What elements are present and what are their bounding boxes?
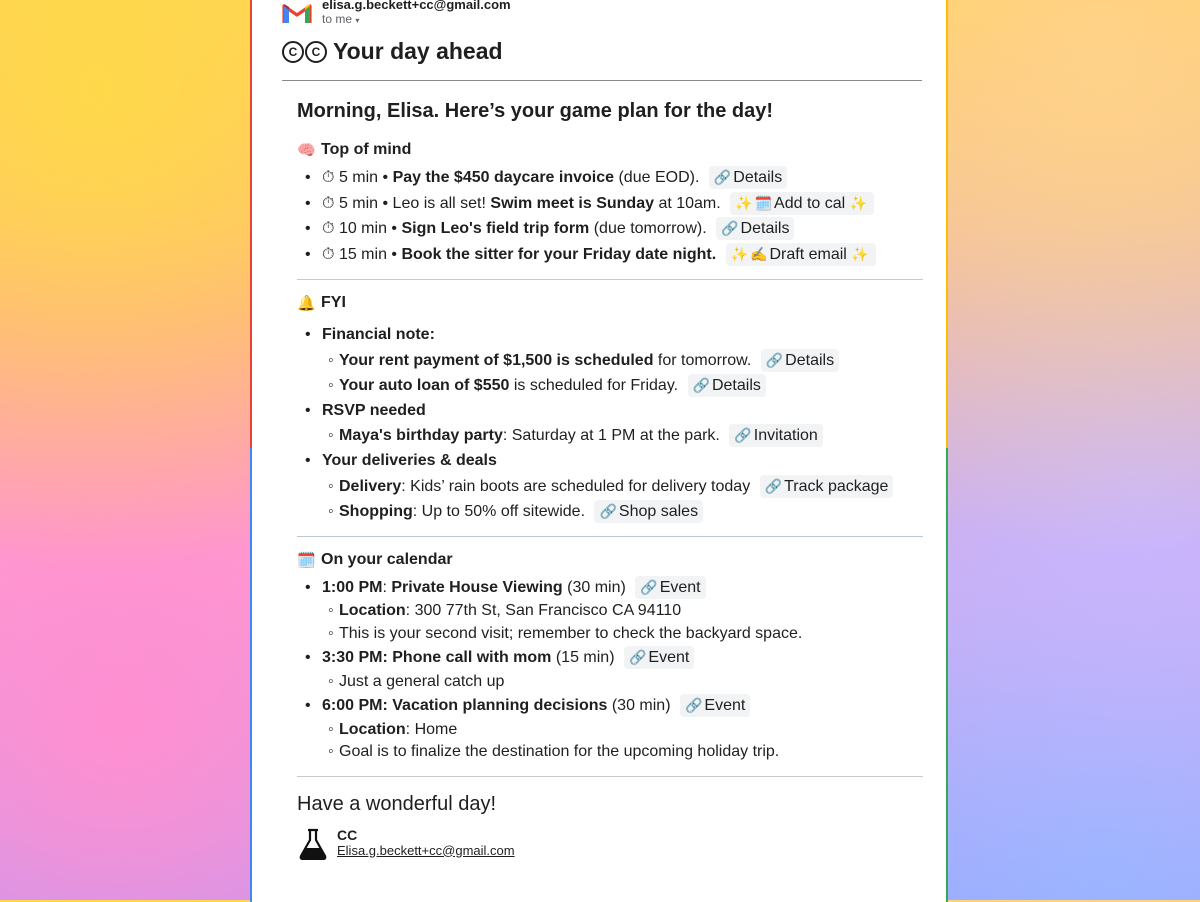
event-details	[322, 671, 923, 694]
task-detail: at 10am.	[654, 194, 721, 212]
task-time: 5 min	[338, 169, 379, 186]
financial-note-label: Financial note:	[322, 326, 435, 343]
event-link-chip[interactable]	[624, 646, 694, 669]
link-icon: 🔗	[713, 169, 732, 185]
sub-list-item	[322, 741, 923, 764]
calendar-event: • 6:00 PM: Vacation planning decisions (30 min) 🔗 Event ◦ Location: Home ◦ Goal is to finalize the destination for the upcoming holiday trip.	[297, 693, 923, 764]
email-title: Your day ahead	[333, 38, 503, 64]
auto-loan-detail: is scheduled for Friday.	[509, 376, 679, 394]
task-title: Sign Leo's field trip form	[401, 220, 590, 237]
link-icon: 🔗	[599, 502, 617, 519]
shopping-detail: : Up to 50% off sitewide.	[412, 502, 586, 520]
chip-label: Details	[711, 376, 761, 394]
link-icon: 🔗	[684, 697, 703, 713]
writing-hand-icon: ✍️	[750, 245, 768, 262]
sub-list-item	[322, 373, 923, 398]
event-link-chip[interactable]	[635, 576, 705, 599]
financial-sublist	[322, 348, 923, 398]
delivery-label: Delivery	[339, 477, 402, 495]
chip-label: Draft email	[769, 245, 847, 263]
list-item	[297, 448, 923, 524]
list-item	[297, 398, 923, 449]
sub-list-item	[322, 600, 923, 623]
bell-icon: 🔔	[297, 295, 316, 312]
sub-list-item	[322, 671, 923, 694]
link-icon: 🔗	[628, 649, 647, 665]
chip-label: Add to cal	[774, 194, 846, 212]
rsvp-label: RSVP needed	[322, 401, 426, 419]
task-separator: •	[378, 169, 393, 186]
section-fyi-heading	[297, 294, 923, 312]
list-item	[297, 322, 923, 398]
recipient-label: to me	[322, 12, 353, 26]
caret-down-icon: ▾	[355, 16, 360, 25]
sub-list-item	[322, 474, 923, 499]
details-link-chip[interactable]	[716, 217, 794, 240]
section-divider	[297, 279, 923, 280]
calendar-event: • 3:30 PM: Phone call with mom (15 min) 🔗 Event ◦ Just a general catch up	[297, 645, 923, 693]
party-title: Maya's birthday party	[339, 427, 503, 444]
link-icon: 🔗	[765, 351, 784, 368]
event-duration: (15 min)	[551, 649, 615, 666]
calendar-icon: 🗓️	[754, 194, 773, 211]
sender-address[interactable]: elisa.g.beckett+cc@gmail.com	[322, 0, 511, 12]
list-item	[297, 191, 923, 217]
link-icon: 🔗	[721, 220, 739, 236]
section-heading-text: FYI	[321, 294, 346, 311]
auto-loan-text: Your auto loan of $550	[339, 376, 510, 394]
recipient-dropdown[interactable]	[322, 12, 511, 28]
sub-list-item	[322, 423, 923, 448]
brain-icon: 🧠	[297, 142, 316, 159]
calendar-event: • 1:00 PM: Private House Viewing (30 min) 🔗 Event ◦ Location: 300 77th St, San Francisco CA 94110 ◦ This is your second visit; remember to check the backyard space.	[297, 575, 923, 646]
cc-logo-icon: C C	[282, 41, 327, 63]
event-details	[322, 719, 923, 764]
chip-label: Details	[785, 351, 835, 369]
section-heading-text: On your calendar	[321, 550, 453, 568]
shopping-label: Shopping	[339, 502, 413, 520]
party-detail: : Saturday at 1 PM at the park.	[502, 427, 720, 444]
task-title: Pay the $450 daycare invoice	[392, 169, 615, 186]
chip-label: Shop sales	[618, 502, 699, 520]
sender-header	[282, 0, 511, 28]
gmail-logo-icon	[282, 1, 312, 25]
section-divider	[297, 776, 923, 777]
event-time: 3:30 PM	[322, 649, 383, 666]
fyi-list	[297, 322, 923, 524]
event-title: Vacation planning decisions	[392, 697, 608, 714]
calendar-icon: 🗓️	[297, 551, 316, 569]
event-duration: (30 min)	[562, 578, 626, 596]
task-time: 15 min	[338, 245, 387, 263]
location-value: : Home	[405, 720, 458, 738]
link-icon: 🔗	[692, 376, 710, 393]
sub-list-item	[322, 719, 923, 742]
event-note: Just a general catch up	[339, 672, 505, 690]
chip-label: Event	[648, 649, 690, 666]
task-time: 10 min	[338, 220, 387, 237]
task-detail: (due EOD).	[614, 169, 700, 186]
event-title: Phone call with mom	[392, 649, 552, 666]
chip-label: Details	[740, 220, 790, 237]
task-title: Book the sitter for your Friday date night.	[401, 245, 717, 263]
task-separator: •	[386, 245, 402, 263]
sparkle-icon: ✨	[730, 245, 749, 262]
details-link-chip[interactable]	[709, 166, 787, 189]
deliveries-label: Your deliveries & deals	[322, 452, 497, 469]
event-time: 6:00 PM	[322, 697, 383, 714]
email-card	[250, 0, 948, 902]
timer-icon: ⏱	[322, 245, 335, 263]
timer-icon: ⏱	[322, 169, 335, 186]
signature-name: CC	[337, 826, 358, 843]
sparkle-icon: ✨	[849, 194, 868, 211]
chip-label: Details	[733, 169, 783, 186]
event-time: 1:00 PM	[322, 578, 383, 596]
list-item	[297, 216, 923, 242]
details-link-chip[interactable]	[688, 374, 766, 397]
sub-list-item	[322, 623, 923, 646]
email-body	[297, 100, 923, 860]
link-icon: 🔗	[734, 427, 752, 443]
task-separator: • Leo is all set!	[378, 194, 491, 212]
chip-label: Track package	[784, 477, 889, 495]
draft-email-chip[interactable]	[726, 243, 876, 266]
rent-payment-detail: for tomorrow.	[653, 351, 752, 369]
delivery-detail: : Kids’ rain boots are scheduled for delivery today	[401, 477, 751, 495]
signature-email-link[interactable]: Elisa.g.beckett+cc@gmail.com	[337, 842, 515, 858]
location-label: Location	[339, 602, 406, 619]
sparkle-icon: ✨	[851, 245, 869, 262]
section-calendar-heading	[297, 551, 923, 569]
chip-label: Event	[659, 578, 701, 596]
task-separator: •	[386, 220, 402, 237]
flask-icon	[297, 828, 329, 860]
task-detail: (due tomorrow).	[589, 220, 707, 237]
chip-label: Invitation	[753, 427, 818, 444]
sparkle-icon: ✨	[735, 194, 753, 211]
sub-list-item	[322, 348, 923, 373]
deliveries-sublist	[322, 474, 923, 524]
section-divider	[297, 536, 923, 537]
link-icon: 🔗	[640, 578, 658, 595]
add-to-cal-chip[interactable]	[730, 192, 874, 215]
task-title: Swim meet is Sunday	[490, 194, 654, 212]
event-link-chip[interactable]	[680, 694, 750, 717]
farewell-text: Have a wonderful day!	[297, 792, 497, 815]
location-value: : 300 77th St, San Francisco CA 94110	[405, 602, 682, 619]
invitation-link-chip[interactable]	[729, 424, 822, 447]
chip-label: Event	[704, 697, 746, 714]
track-package-chip[interactable]	[760, 475, 894, 498]
rsvp-sublist	[322, 423, 923, 448]
event-note: Goal is to finalize the destination for the upcoming holiday trip.	[339, 743, 780, 760]
section-heading-text: Top of mind	[321, 141, 412, 158]
sub-list-item	[322, 499, 923, 524]
section-top-of-mind-heading	[297, 141, 923, 159]
event-details	[322, 600, 923, 645]
event-duration: (30 min)	[607, 697, 671, 714]
email-title-row	[282, 38, 503, 65]
details-link-chip[interactable]	[761, 349, 839, 372]
location-label: Location	[339, 720, 406, 738]
top-of-mind-list	[297, 165, 923, 267]
calendar-list	[297, 575, 923, 764]
timer-icon: ⏱	[322, 220, 335, 237]
shop-sales-chip[interactable]	[594, 500, 703, 523]
link-icon: 🔗	[764, 477, 783, 494]
event-note: This is your second visit; remember to check the backyard space.	[339, 624, 803, 642]
signature-block	[297, 828, 923, 860]
event-title: Private House Viewing	[391, 578, 563, 596]
list-item	[297, 242, 923, 268]
list-item	[297, 165, 923, 191]
timer-icon: ⏱	[322, 194, 335, 212]
title-divider	[282, 80, 922, 81]
task-time: 5 min	[338, 194, 379, 212]
rent-payment-text: Your rent payment of $1,500 is scheduled	[339, 351, 654, 369]
greeting: Morning, Elisa. Here’s your game plan for the day!	[297, 100, 774, 122]
